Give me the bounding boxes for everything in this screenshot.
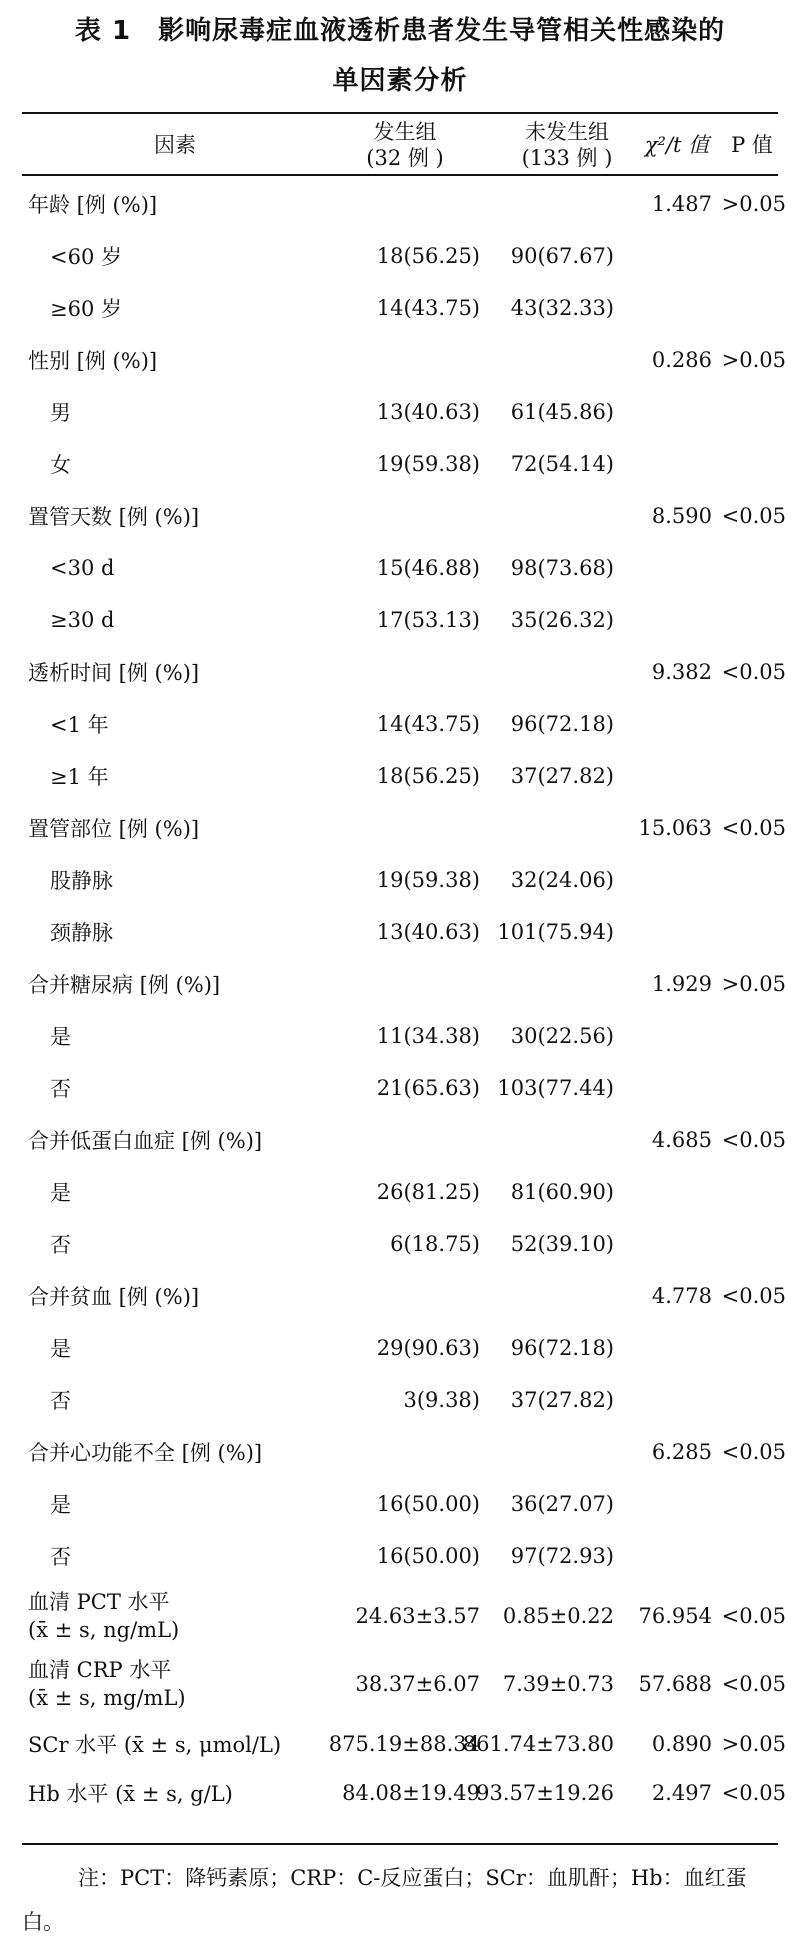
- factor-cell: 置管天数 [例 (%)]: [28, 505, 200, 529]
- statistic-cell: [620, 542, 712, 594]
- statistic-cell: [620, 698, 712, 750]
- table-row: [0, 1374, 800, 1426]
- factor-cell: 股静脉: [50, 869, 113, 893]
- occurred-cell: 19(59.38): [376, 868, 480, 892]
- bottom-rule: [22, 1843, 778, 1845]
- header-occurred-line1: 发生组: [373, 120, 437, 144]
- occurred-cell: [320, 958, 480, 1010]
- not-occurred-cell: 52(39.10): [510, 1232, 614, 1256]
- occurred-cell: 14(43.75): [376, 712, 480, 736]
- not-occurred-cell: [480, 958, 614, 1010]
- statistic-cell: [620, 438, 712, 490]
- occurred-cell: 24.63±3.57: [355, 1604, 480, 1628]
- occurred-cell: 13(40.63): [376, 920, 480, 944]
- not-occurred-cell: 30(22.56): [510, 1024, 614, 1048]
- factor-cell: [28, 1650, 348, 1718]
- occurred-cell: 11(34.38): [376, 1024, 480, 1048]
- statistic-cell: [620, 1478, 712, 1530]
- not-occurred-cell: [480, 178, 614, 230]
- statistic-cell: [620, 750, 712, 802]
- table-row: [0, 178, 800, 230]
- factor-cell: 否: [50, 1545, 71, 1569]
- not-occurred-cell: 37(27.82): [510, 764, 614, 788]
- statistic-cell: [620, 1166, 712, 1218]
- table-row: [0, 594, 800, 646]
- table-row: [0, 334, 800, 386]
- p-value-cell: [716, 438, 786, 490]
- occurred-cell: 18(56.25): [376, 764, 480, 788]
- p-value-cell: [716, 698, 786, 750]
- statistic-cell: [620, 1010, 712, 1062]
- factor-line2: (x̄ ± s, mg/mL): [28, 1686, 186, 1710]
- occurred-cell: 38.37±6.07: [355, 1672, 480, 1696]
- table-row: [0, 1530, 800, 1582]
- occurred-cell: [320, 490, 480, 542]
- p-value-cell: <0.05: [721, 660, 786, 684]
- factor-cell: 否: [50, 1233, 71, 1257]
- table-row: [0, 438, 800, 490]
- statistic-cell: 1.929: [651, 972, 712, 996]
- table-row: [0, 802, 800, 854]
- occurred-cell: 29(90.63): [376, 1336, 480, 1360]
- not-occurred-cell: [480, 646, 614, 698]
- not-occurred-cell: [480, 802, 614, 854]
- statistic-cell: [620, 854, 712, 906]
- factor-cell: 颈静脉: [50, 921, 113, 945]
- occurred-cell: [320, 802, 480, 854]
- factor-line2: (x̄ ± s, ng/mL): [28, 1618, 180, 1642]
- statistic-cell: [620, 906, 712, 958]
- p-value-cell: >0.05: [721, 348, 786, 372]
- not-occurred-cell: [480, 1270, 614, 1322]
- statistic-cell: 9.382: [651, 660, 712, 684]
- occurred-cell: 875.19±88.34: [328, 1732, 480, 1756]
- occurred-cell: 18(56.25): [376, 244, 480, 268]
- statistic-cell: 8.590: [651, 504, 712, 528]
- not-occurred-cell: 81(60.90): [510, 1180, 614, 1204]
- header-not-occurred: [492, 116, 642, 174]
- p-value-cell: <0.05: [721, 1128, 786, 1152]
- table-row: [0, 542, 800, 594]
- factor-cell: 透析时间 [例 (%)]: [28, 661, 200, 685]
- table-row: [0, 282, 800, 334]
- p-value-cell: <0.05: [721, 504, 786, 528]
- not-occurred-cell: [480, 1426, 614, 1478]
- not-occurred-cell: [480, 490, 614, 542]
- header-p-value: [716, 116, 788, 174]
- not-occurred-cell: 37(27.82): [510, 1388, 614, 1412]
- p-value-cell: [716, 750, 786, 802]
- table-row: [0, 1062, 800, 1114]
- statistic-cell: 76.954: [638, 1604, 712, 1628]
- header-statistic: [634, 116, 720, 174]
- statistic-cell: [620, 1322, 712, 1374]
- table-row: [0, 1166, 800, 1218]
- header-not-occurred-line1: 未发生组: [525, 120, 609, 144]
- factor-cell: SCr 水平 (x̄ ± s, μmol/L): [28, 1733, 282, 1757]
- table-row: [0, 1322, 800, 1374]
- not-occurred-cell: 7.39±0.73: [502, 1672, 614, 1696]
- occurred-cell: 15(46.88): [376, 556, 480, 580]
- p-value-cell: >0.05: [721, 192, 786, 216]
- not-occurred-cell: 35(26.32): [510, 608, 614, 632]
- factor-cell: 置管部位 [例 (%)]: [28, 817, 200, 841]
- not-occurred-cell: 72(54.14): [510, 452, 614, 476]
- occurred-cell: [320, 646, 480, 698]
- factor-line1: 血清 PCT 水平: [28, 1590, 170, 1614]
- table-row: [0, 750, 800, 802]
- p-value-cell: [716, 1010, 786, 1062]
- statistic-cell: [620, 282, 712, 334]
- factor-line1: 血清 CRP 水平: [28, 1658, 172, 1682]
- p-value-cell: <0.05: [721, 1781, 786, 1805]
- occurred-cell: 16(50.00): [376, 1544, 480, 1568]
- factor-cell: 合并糖尿病 [例 (%)]: [28, 973, 221, 997]
- not-occurred-cell: 861.74±73.80: [462, 1732, 614, 1756]
- factor-cell: <60 岁: [50, 245, 122, 269]
- factor-cell: 是: [50, 1181, 71, 1205]
- table-title: 表 1 影响尿毒症血液透析患者发生导管相关性感染的: [74, 16, 726, 46]
- table-note: 注：PCT：降钙素原；CRP：C-反应蛋白；SCr：血肌酐；Hb：血红蛋白。: [22, 1866, 747, 1934]
- header-occurred-line2: (32 例 ): [366, 146, 444, 170]
- factor-cell: 男: [50, 401, 71, 425]
- table-row: [0, 1582, 800, 1650]
- statistic-cell: 6.285: [651, 1440, 712, 1464]
- factor-cell: 合并心功能不全 [例 (%)]: [28, 1441, 263, 1465]
- occurred-cell: [320, 178, 480, 230]
- statistic-cell: 4.685: [651, 1128, 712, 1152]
- statistic-cell: [620, 386, 712, 438]
- occurred-cell: 26(81.25): [376, 1180, 480, 1204]
- header-statistic-label: χ²/t 值: [644, 133, 710, 157]
- factor-cell: [28, 1582, 348, 1650]
- occurred-cell: [320, 1114, 480, 1166]
- factor-cell: 女: [50, 453, 71, 477]
- header-not-occurred-line2: (133 例 ): [521, 146, 613, 170]
- p-value-cell: <0.05: [721, 1672, 786, 1696]
- factor-cell: 是: [50, 1025, 71, 1049]
- table-row: [0, 1270, 800, 1322]
- p-value-cell: <0.05: [721, 1604, 786, 1628]
- occurred-cell: 21(65.63): [376, 1076, 480, 1100]
- factor-cell: <1 年: [50, 713, 109, 737]
- p-value-cell: >0.05: [721, 1732, 786, 1756]
- statistic-cell: [620, 1218, 712, 1270]
- not-occurred-cell: 0.85±0.22: [502, 1604, 614, 1628]
- top-rule: [22, 112, 778, 114]
- occurred-cell: 17(53.13): [376, 608, 480, 632]
- table-row: [0, 386, 800, 438]
- p-value-cell: [716, 230, 786, 282]
- occurred-cell: 13(40.63): [376, 400, 480, 424]
- statistic-cell: [620, 1374, 712, 1426]
- p-value-cell: [716, 1166, 786, 1218]
- table-row: [0, 1478, 800, 1530]
- occurred-cell: 14(43.75): [376, 296, 480, 320]
- table-row: [0, 1650, 800, 1718]
- factor-cell: 是: [50, 1493, 71, 1517]
- table-row: [0, 490, 800, 542]
- not-occurred-cell: 98(73.68): [510, 556, 614, 580]
- occurred-cell: 19(59.38): [376, 452, 480, 476]
- table-row: [0, 1426, 800, 1478]
- p-value-cell: [716, 282, 786, 334]
- table-row: [0, 1770, 800, 1816]
- table-row: [0, 230, 800, 282]
- statistic-cell: 0.890: [651, 1732, 712, 1756]
- not-occurred-cell: 96(72.18): [510, 1336, 614, 1360]
- statistic-cell: 1.487: [651, 192, 712, 216]
- header-factor-label: 因素: [154, 133, 196, 157]
- p-value-cell: [716, 1530, 786, 1582]
- not-occurred-cell: 97(72.93): [510, 1544, 614, 1568]
- occurred-cell: 3(9.38): [403, 1388, 480, 1412]
- factor-cell: 合并贫血 [例 (%)]: [28, 1285, 200, 1309]
- not-occurred-cell: 36(27.07): [510, 1492, 614, 1516]
- table-row: [0, 1114, 800, 1166]
- not-occurred-cell: 103(77.44): [497, 1076, 614, 1100]
- factor-cell: 否: [50, 1389, 71, 1413]
- statistic-cell: 57.688: [638, 1672, 712, 1696]
- p-value-cell: [716, 1062, 786, 1114]
- factor-cell: 否: [50, 1077, 71, 1101]
- table-row: [0, 1010, 800, 1062]
- not-occurred-cell: 61(45.86): [510, 400, 614, 424]
- p-value-cell: >0.05: [721, 972, 786, 996]
- statistic-cell: [620, 594, 712, 646]
- statistic-cell: [620, 230, 712, 282]
- p-value-cell: [716, 1478, 786, 1530]
- p-value-cell: [716, 1374, 786, 1426]
- occurred-cell: 84.08±19.49: [342, 1781, 480, 1805]
- factor-cell: ≥1 年: [50, 765, 109, 789]
- statistic-cell: 15.063: [638, 816, 712, 840]
- factor-cell: ≥60 岁: [50, 297, 122, 321]
- occurred-cell: 16(50.00): [376, 1492, 480, 1516]
- not-occurred-cell: 101(75.94): [497, 920, 614, 944]
- factor-cell: 年龄 [例 (%)]: [28, 193, 158, 217]
- p-value-cell: <0.05: [721, 1284, 786, 1308]
- p-value-cell: <0.05: [721, 1440, 786, 1464]
- not-occurred-cell: [480, 334, 614, 386]
- statistic-cell: [620, 1062, 712, 1114]
- factor-cell: ≥30 d: [50, 608, 115, 632]
- p-value-cell: [716, 542, 786, 594]
- not-occurred-cell: 43(32.33): [510, 296, 614, 320]
- table-row: [0, 646, 800, 698]
- p-value-cell: [716, 1322, 786, 1374]
- table-row: [0, 1718, 800, 1770]
- statistic-cell: 4.778: [651, 1284, 712, 1308]
- p-value-cell: [716, 594, 786, 646]
- table-row: [0, 958, 800, 1010]
- p-value-cell: [716, 854, 786, 906]
- occurred-cell: [320, 334, 480, 386]
- p-value-cell: <0.05: [721, 816, 786, 840]
- p-value-cell: [716, 386, 786, 438]
- p-value-cell: [716, 906, 786, 958]
- occurred-cell: [320, 1270, 480, 1322]
- not-occurred-cell: 32(24.06): [510, 868, 614, 892]
- table-row: [0, 1218, 800, 1270]
- not-occurred-cell: [480, 1114, 614, 1166]
- not-occurred-cell: 96(72.18): [510, 712, 614, 736]
- table-row: [0, 698, 800, 750]
- occurred-cell: [320, 1426, 480, 1478]
- factor-cell: 是: [50, 1337, 71, 1361]
- statistic-cell: 2.497: [651, 1781, 712, 1805]
- header-occurred: [330, 116, 480, 174]
- table-row: [0, 854, 800, 906]
- not-occurred-cell: 93.57±19.26: [476, 1781, 614, 1805]
- factor-cell: Hb 水平 (x̄ ± s, g/L): [28, 1782, 233, 1806]
- not-occurred-cell: 90(67.67): [510, 244, 614, 268]
- factor-cell: <30 d: [50, 556, 115, 580]
- occurred-cell: 6(18.75): [390, 1232, 480, 1256]
- factor-cell: 性别 [例 (%)]: [28, 349, 158, 373]
- header-factor: [30, 116, 320, 174]
- header-rule: [22, 174, 778, 176]
- factor-cell: 合并低蛋白血症 [例 (%)]: [28, 1129, 263, 1153]
- table-row: [0, 906, 800, 958]
- table-title-line2: 单因素分析: [332, 66, 468, 96]
- statistic-cell: 0.286: [651, 348, 712, 372]
- header-p-label: P 值: [731, 133, 773, 157]
- statistic-cell: [620, 1530, 712, 1582]
- p-value-cell: [716, 1218, 786, 1270]
